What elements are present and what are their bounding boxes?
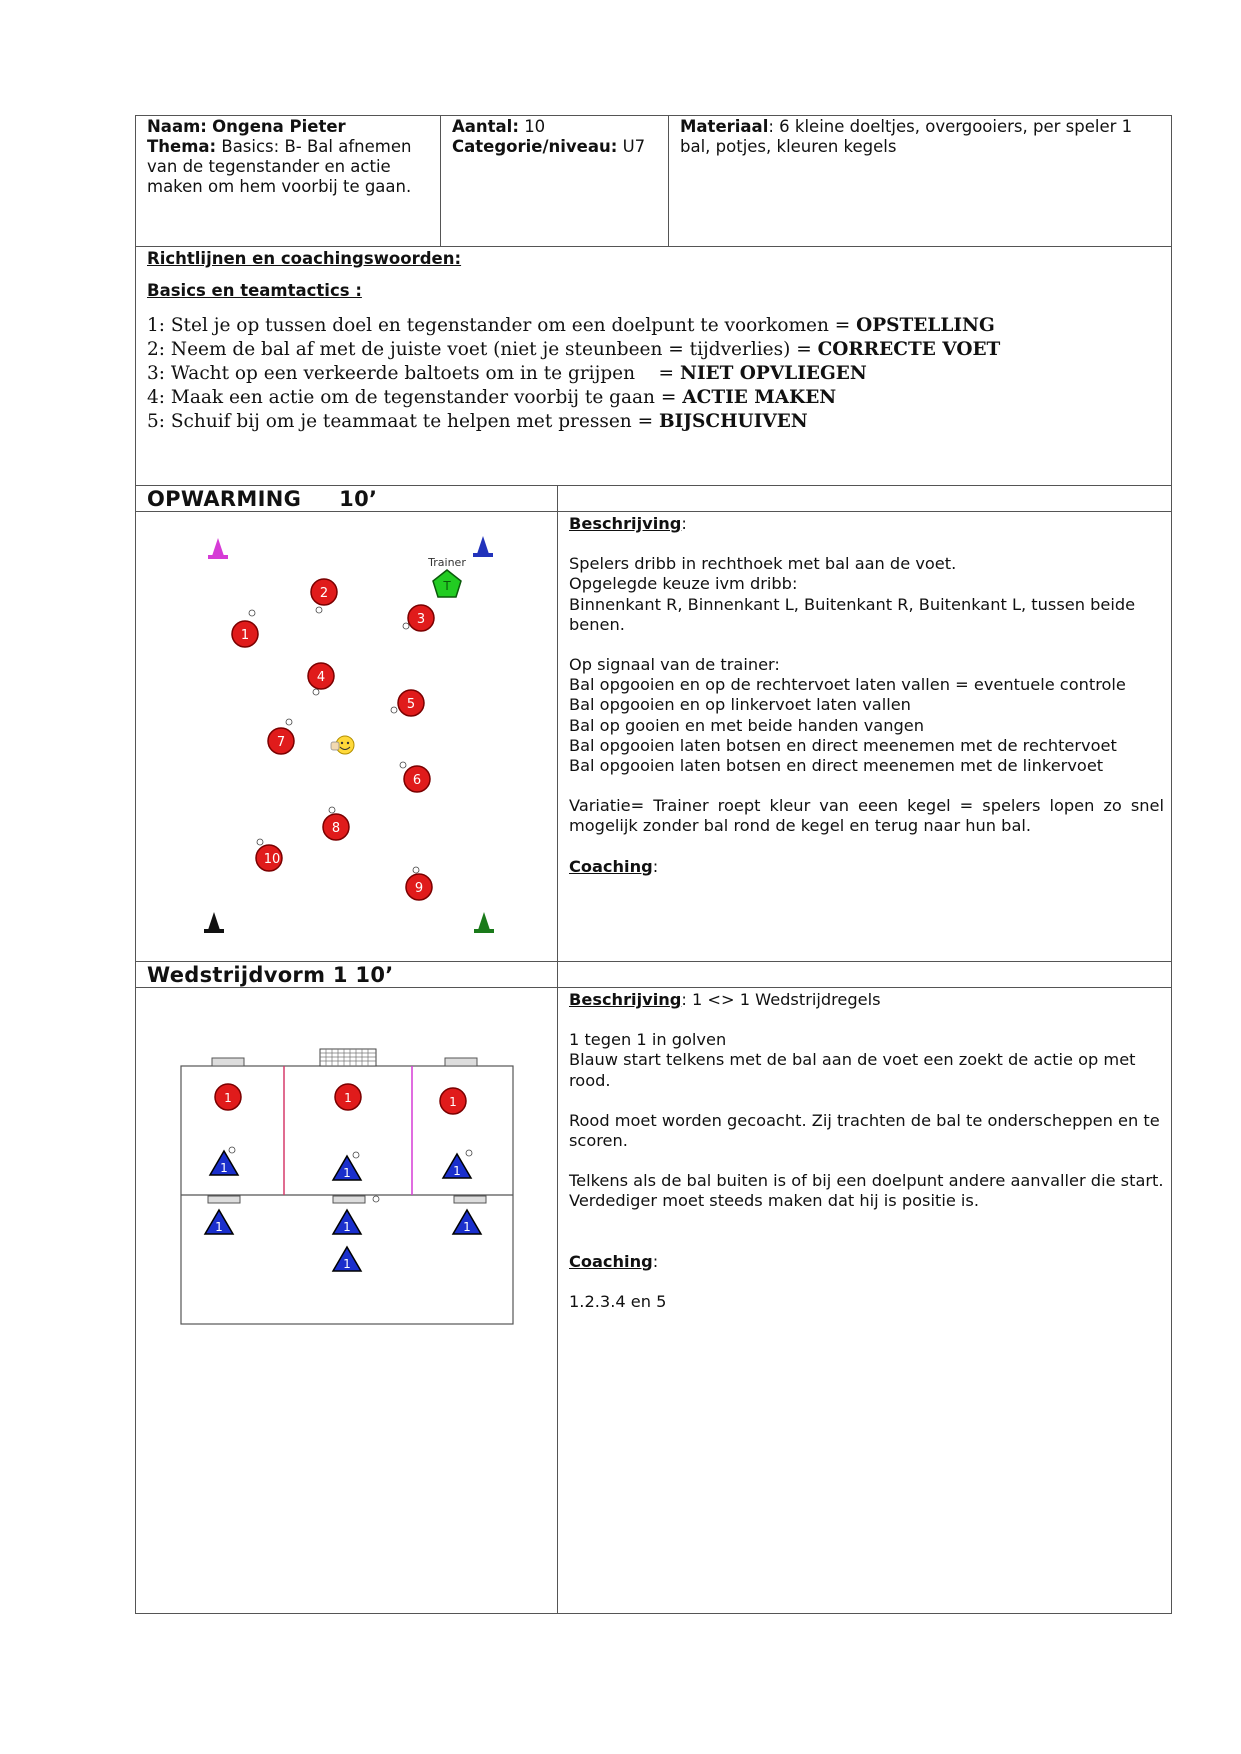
- categorie-value: U7: [622, 137, 646, 156]
- svg-text:1: 1: [224, 1091, 232, 1105]
- desc-line: Op signaal van de trainer:: [569, 655, 780, 675]
- svg-text:9: 9: [414, 881, 424, 896]
- richtlijn-line: 4: Maak een actie om de tegenstander voorbij te gaan = ACTIE MAKEN: [147, 387, 837, 408]
- cone-icon: [204, 912, 224, 933]
- beschrijving-label: Beschrijving: [569, 514, 682, 533]
- trainer-icon: [433, 570, 461, 597]
- aantal-value: 10: [524, 117, 546, 136]
- coaching-label: Coaching: [569, 856, 653, 876]
- svg-text:1: 1: [453, 1164, 461, 1178]
- svg-text:7: 7: [276, 735, 286, 750]
- player-icon: [323, 807, 349, 840]
- desc-line: Variatie= Trainer roept kleur van eeen kegel = spelers lopen zo snel mogelijk zonder bal rond de kegel en terug naar hun bal.: [569, 796, 1164, 836]
- richtlijnen-title: Richtlijnen en coachingswoorden:: [147, 249, 462, 268]
- beschrijving-label: Beschrijving: [569, 990, 682, 1009]
- player-icon: [232, 610, 258, 647]
- richtlijn-line: 3: Wacht op een verkeerde baltoets om in te grijpen = NIET OPVLIEGEN: [147, 363, 867, 384]
- coaching-label: Coaching: [569, 1251, 653, 1271]
- small-goal-icon: [445, 1058, 477, 1066]
- wedstrijdvorm-title: Wedstrijdvorm 1 10’: [147, 963, 394, 987]
- divider: [135, 961, 1172, 962]
- player-icon: [403, 605, 434, 631]
- cone-icon: [208, 538, 228, 559]
- coaching-text: 1.2.3.4 en 5: [569, 1291, 667, 1311]
- naam-label: Naam:: [147, 117, 207, 136]
- richtlijnen-list: [147, 314, 1157, 434]
- thema-label: Thema:: [147, 137, 217, 156]
- opwarming-title: OPWARMING 10’: [147, 487, 378, 511]
- svg-text:1: 1: [215, 1220, 223, 1234]
- player-icon: [311, 579, 337, 613]
- svg-text:1: 1: [343, 1257, 351, 1271]
- svg-text:1: 1: [343, 1166, 351, 1180]
- desc-line: Binnenkant R, Binnenkant L, Buitenkant R, Buitenkant L, tussen beide benen.: [569, 594, 1136, 634]
- desc-line: Bal opgooien laten botsen en direct meenemen met de linkervoet: [569, 756, 1104, 776]
- svg-text:4: 4: [316, 670, 326, 685]
- aantal-label: Aantal:: [452, 117, 519, 136]
- naam-value: Ongena Pieter: [212, 117, 346, 136]
- cone-icon: [473, 536, 493, 557]
- desc-line: Verdediger moet steeds maken dat hij is positie is.: [569, 1191, 980, 1211]
- header-aantal-cell: [452, 117, 662, 157]
- desc-line: Bal opgooien en op linkervoet laten vallen: [569, 695, 911, 715]
- warmup-diagram: [136, 512, 556, 960]
- materiaal-value: : 6 kleine doeltjes, overgooiers, per speler 1 bal, potjes, kleuren kegels: [680, 117, 1133, 156]
- player-icon: [400, 762, 430, 792]
- desc-line: Telkens als de bal buiten is of bij een doelpunt andere aanvaller die start.: [569, 1171, 1164, 1191]
- svg-text:5: 5: [406, 697, 416, 712]
- cone-icon: [474, 912, 494, 933]
- wedstrijdvorm-description: Beschrijving: 1 <> 1 Wedstrijdregels 1 tegen 1 in golven Blauw start telkens met de bal aan de voet een zoekt de actie op met rood. Rood moet worden gecoacht. Zij trachten de bal te onderscheppen en te scoren. Telkens als de bal buiten is of bij een doelpunt andere aanvaller die start. Verdediger moet steeds maken dat hij is positie is. Coaching: 1.2.3.4 en 5: [569, 990, 1164, 1311]
- player-icon: [406, 867, 432, 900]
- red-player-icon: [440, 1088, 466, 1114]
- match-diagram: [136, 988, 556, 1333]
- thema-value: Basics: B- Bal afnemen van de tegenstander en actie maken om hem voorbij te gaan.: [147, 137, 412, 196]
- desc-line: Rood moet worden gecoacht. Zij trachten de bal te onderscheppen en te scoren.: [569, 1110, 1160, 1151]
- svg-text:1: 1: [343, 1220, 351, 1234]
- svg-text:10: 10: [263, 852, 281, 867]
- small-goal-icon: [333, 1196, 365, 1203]
- svg-text:1: 1: [449, 1095, 457, 1109]
- red-player-icon: [215, 1084, 241, 1110]
- divider: [668, 115, 669, 247]
- player-icon: [268, 719, 294, 754]
- divider: [557, 485, 558, 1614]
- svg-text:1: 1: [344, 1091, 352, 1105]
- svg-text:1: 1: [220, 1161, 228, 1175]
- big-goal-icon: [320, 1049, 376, 1066]
- svg-text:6: 6: [412, 773, 422, 788]
- desc-line: Bal opgooien laten botsen en direct meenemen met de rechtervoet: [569, 735, 1117, 755]
- svg-text:2: 2: [319, 586, 329, 601]
- small-goal-icon: [454, 1196, 486, 1203]
- small-goal-icon: [212, 1058, 244, 1066]
- richtlijn-line: 5: Schuif bij om je teammaat te helpen met pressen = BIJSCHUIVEN: [147, 411, 808, 432]
- header-name-cell: [147, 117, 432, 197]
- opwarming-description: Beschrijving: Spelers dribb in rechthoek met bal aan de voet. Opgelegde keuze ivm dribb: Binnenkant R, Binnenkant L, Buitenkant R, Buitenkant L, tussen beide benen. Op signaal van de trainer: Bal opgooien en op de rechtervoet laten vallen = eventuele controle Bal opgooien en op linkervoet laten vallen Bal op gooien en met beide handen vangen Bal opgooien laten botsen en direct meenemen met de rechtervoet Bal opgooien laten botsen en direct meenemen met de linkervoet Variatie= Trainer roept kleur van eeen kegel = spelers lopen zo snel mogelijk zonder bal rond de kegel en terug naar hun bal. Coaching:: [569, 514, 1164, 876]
- categorie-label: Categorie/niveau:: [452, 137, 618, 156]
- materiaal-label: Materiaal: [680, 117, 769, 136]
- desc-line: Blauw start telkens met de bal aan de voet een zoekt de actie op met rood.: [569, 1050, 1136, 1090]
- divider: [440, 115, 441, 247]
- header-materiaal-cell: [680, 117, 1165, 157]
- svg-text:1: 1: [463, 1220, 471, 1234]
- red-player-icon: [335, 1084, 361, 1110]
- player-icon: [391, 690, 424, 716]
- richtlijn-line: 1: Stel je op tussen doel en tegenstander om een doelpunt te voorkomen = OPSTELLING: [147, 315, 995, 336]
- player-icon: [256, 839, 282, 871]
- smiley-icon: [331, 736, 354, 754]
- richtlijnen-subtitle: Basics en teamtactics :: [147, 281, 362, 300]
- divider: [135, 485, 1172, 486]
- desc-line: Bal opgooien en op de rechtervoet laten vallen = eventuele controle: [569, 675, 1126, 695]
- desc-line: 1 tegen 1 in golven: [569, 1030, 727, 1050]
- desc-line: Spelers dribb in rechthoek met bal aan de voet.: [569, 554, 957, 574]
- svg-text:8: 8: [331, 821, 341, 836]
- svg-text:T: T: [443, 579, 451, 593]
- player-icon: [308, 663, 334, 695]
- svg-text:3: 3: [416, 612, 426, 627]
- svg-text:1: 1: [240, 628, 250, 643]
- trainer-label: Trainer: [428, 556, 466, 569]
- richtlijn-line: 2: Neem de bal af met de juiste voet (niet je steunbeen = tijdverlies) = CORRECTE VOET: [147, 339, 1001, 360]
- desc-line: Opgelegde keuze ivm dribb:: [569, 574, 798, 594]
- small-goal-icon: [208, 1196, 240, 1203]
- desc-line: Bal op gooien en met beide handen vangen: [569, 715, 924, 735]
- divider: [135, 246, 1172, 247]
